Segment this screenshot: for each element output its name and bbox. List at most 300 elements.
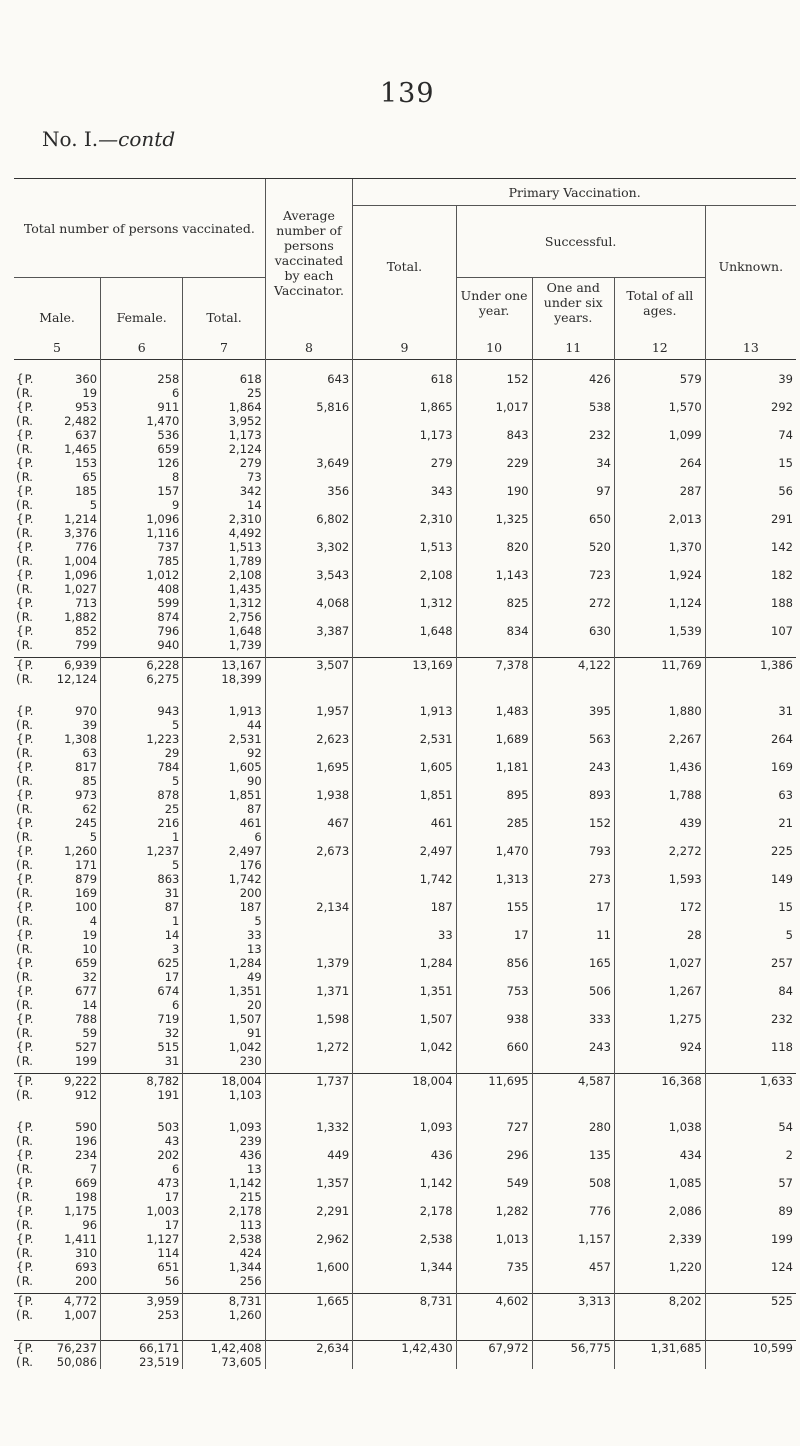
all-ages-value: 1,027 — [614, 956, 705, 971]
male-value: 310 — [75, 1246, 98, 1260]
female-value: 6 — [101, 999, 183, 1012]
row-label — [14, 1148, 46, 1163]
male-value: 1,096 — [64, 568, 98, 582]
row-label — [14, 387, 46, 400]
brace-mark: { — [16, 540, 24, 554]
one-six-blank — [532, 747, 614, 760]
average-value: 4,068 — [265, 596, 353, 611]
average-value: 1,600 — [265, 1260, 353, 1275]
row-label-text: P. — [24, 372, 34, 386]
unknown-blank — [705, 387, 796, 400]
one-six-value: 3,313 — [532, 1294, 614, 1310]
average-blank — [265, 1163, 353, 1176]
spacer-cell — [14, 1322, 46, 1341]
total-value: 2,178 — [183, 1204, 265, 1219]
row-label — [14, 887, 46, 900]
unknown-blank — [705, 999, 796, 1012]
female-value: 943 — [101, 704, 183, 719]
row-label — [14, 1163, 46, 1176]
male-value: 199 — [75, 1054, 98, 1068]
row-label-text: P. — [24, 1341, 34, 1355]
total-value: 424 — [183, 1247, 265, 1260]
female-value: 940 — [101, 639, 183, 652]
brace-mark: { — [16, 400, 24, 414]
row-label-text: P. — [24, 1176, 34, 1190]
average-blank — [265, 1055, 353, 1068]
one-six-value: 232 — [532, 428, 614, 443]
unknown-blank — [705, 1219, 796, 1232]
row-label — [14, 484, 46, 499]
row-label-text: P. — [24, 816, 34, 830]
row-label — [14, 956, 46, 971]
row-label-text: R. — [21, 1054, 33, 1068]
table-row-r — [14, 719, 796, 732]
under-one-blank — [456, 831, 532, 844]
table-row-p — [14, 540, 796, 555]
table-row-p — [14, 428, 796, 443]
row-label-text: P. — [24, 984, 34, 998]
average-value: 1,695 — [265, 760, 353, 775]
male-value: 776 — [75, 540, 98, 554]
female-value: 157 — [101, 484, 183, 499]
spacer-cell — [46, 360, 101, 373]
average-blank — [265, 719, 353, 732]
under-one-value: 1,483 — [456, 704, 532, 719]
average-blank — [265, 943, 353, 956]
under-one-blank — [456, 443, 532, 456]
brace-mark: { — [16, 428, 24, 442]
row-label-text: P. — [24, 1148, 34, 1162]
row-label-text: R. — [21, 526, 33, 540]
male-value: 970 — [75, 704, 98, 718]
table-row-p — [14, 484, 796, 499]
col-num: 13 — [705, 327, 796, 360]
average-value: 1,957 — [265, 704, 353, 719]
spacer-cell — [101, 360, 183, 373]
female-value: 9 — [101, 499, 183, 512]
row-label-text: P. — [24, 1074, 34, 1088]
male-value: 590 — [75, 1120, 98, 1134]
spacer-cell — [183, 686, 265, 704]
average-value: 3,543 — [265, 568, 353, 583]
total-value: 279 — [183, 456, 265, 471]
row-label — [14, 1089, 46, 1102]
average-value: 449 — [265, 1148, 353, 1163]
all-ages-blank — [614, 747, 705, 760]
primary-total-blank — [353, 1163, 456, 1176]
brace-mark: { — [16, 484, 24, 498]
female-value: 258 — [101, 372, 183, 387]
brace-mark: ( — [16, 718, 21, 732]
row-label-text: P. — [24, 900, 34, 914]
total-value: 215 — [183, 1191, 265, 1204]
unknown-blank — [705, 1163, 796, 1176]
all-ages-blank — [614, 387, 705, 400]
male-value: 637 — [75, 428, 98, 442]
header-under-one: Under one year. — [456, 278, 532, 328]
spacer-cell — [265, 1102, 353, 1120]
under-one-blank — [456, 555, 532, 568]
spacer-cell — [456, 360, 532, 373]
total-value: 1,344 — [183, 1260, 265, 1275]
male-value: 185 — [75, 484, 98, 498]
table-row-p — [14, 658, 796, 674]
header-primary: Primary Vaccination. — [353, 179, 796, 206]
average-blank — [265, 1309, 353, 1322]
under-one-value: 825 — [456, 596, 532, 611]
average-value: 1,332 — [265, 1120, 353, 1135]
under-one-value: 152 — [456, 372, 532, 387]
male-value: 85 — [82, 774, 98, 788]
table-heading — [42, 127, 175, 151]
total-value: 49 — [183, 971, 265, 984]
average-value: 3,387 — [265, 624, 353, 639]
brace-mark: ( — [16, 672, 21, 686]
row-label — [14, 512, 46, 527]
table-row-r — [14, 915, 796, 928]
primary-total-value: 2,310 — [353, 512, 456, 527]
primary-total-value: 1,142 — [353, 1176, 456, 1191]
unknown-blank — [705, 443, 796, 456]
total-value: 13 — [183, 1163, 265, 1176]
male-value: 953 — [75, 400, 98, 414]
unknown-blank — [705, 415, 796, 428]
brace-mark: { — [16, 1074, 24, 1088]
row-label-text: P. — [24, 400, 34, 414]
total-value: 1,789 — [183, 555, 265, 568]
table-row-r — [14, 859, 796, 872]
one-six-blank — [532, 583, 614, 596]
brace-mark: ( — [16, 498, 21, 512]
row-label — [14, 1135, 46, 1148]
under-one-value: 1,313 — [456, 872, 532, 887]
under-one-value: 7,378 — [456, 658, 532, 674]
unknown-value: 199 — [705, 1232, 796, 1247]
table-row-r — [14, 1089, 796, 1102]
under-one-value: 1,013 — [456, 1232, 532, 1247]
all-ages-blank — [614, 1247, 705, 1260]
male-value: 4,772 — [46, 1294, 101, 1310]
row-label-text: P. — [24, 844, 34, 858]
female-value: 6 — [101, 1163, 183, 1176]
brace-mark: { — [16, 624, 24, 638]
table-row-r — [14, 887, 796, 900]
male-value: 912 — [75, 1088, 98, 1102]
table-row-p — [14, 1120, 796, 1135]
primary-total-value: 1,312 — [353, 596, 456, 611]
total-value: 1,42,408 — [183, 1341, 265, 1357]
unknown-value: 188 — [705, 596, 796, 611]
one-six-blank — [532, 1219, 614, 1232]
female-value: 536 — [101, 428, 183, 443]
col-num: 6 — [101, 327, 183, 360]
primary-total-value: 1,648 — [353, 624, 456, 639]
row-label-text: R. — [21, 1355, 33, 1369]
total-value: 1,864 — [183, 400, 265, 415]
total-value: 2,531 — [183, 732, 265, 747]
row-label-text: R. — [21, 1026, 33, 1040]
one-six-blank — [532, 639, 614, 652]
unknown-value: 54 — [705, 1120, 796, 1135]
spacer-cell — [265, 1322, 353, 1341]
row-label-text: R. — [21, 942, 33, 956]
primary-total-value: 1,344 — [353, 1260, 456, 1275]
male-value: 196 — [75, 1134, 98, 1148]
brace-mark: ( — [16, 942, 21, 956]
average-value: 2,623 — [265, 732, 353, 747]
table-row-p — [14, 928, 796, 943]
total-value: 1,648 — [183, 624, 265, 639]
female-value: 784 — [101, 760, 183, 775]
unknown-value: 74 — [705, 428, 796, 443]
male-value: 19 — [82, 928, 98, 942]
row-label-text: R. — [21, 1088, 33, 1102]
primary-total-value: 279 — [353, 456, 456, 471]
under-one-value: 4,602 — [456, 1294, 532, 1310]
all-ages-value: 287 — [614, 484, 705, 499]
brace-mark: { — [16, 1148, 24, 1162]
under-one-blank — [456, 775, 532, 788]
table-row-r — [14, 971, 796, 984]
one-six-blank — [532, 775, 614, 788]
unknown-value: 21 — [705, 816, 796, 831]
female-value: 23,519 — [101, 1356, 183, 1369]
unknown-blank — [705, 775, 796, 788]
row-label — [14, 499, 46, 512]
row-label — [14, 775, 46, 788]
primary-total-value: 1,513 — [353, 540, 456, 555]
male-value: 171 — [75, 858, 98, 872]
header-one-six: One and under six years. — [532, 278, 614, 328]
table-row-p — [14, 1176, 796, 1191]
primary-total-blank — [353, 583, 456, 596]
under-one-value: 895 — [456, 788, 532, 803]
row-label-text: R. — [21, 774, 33, 788]
average-blank — [265, 1135, 353, 1148]
total-value: 14 — [183, 499, 265, 512]
one-six-blank — [532, 499, 614, 512]
spacer-cell — [456, 1322, 532, 1341]
primary-total-value: 1,173 — [353, 428, 456, 443]
row-label-text: R. — [21, 746, 33, 760]
row-label-text: P. — [24, 596, 34, 610]
all-ages-value: 1,038 — [614, 1120, 705, 1135]
one-six-value: 243 — [532, 1040, 614, 1055]
spacer-cell — [183, 1322, 265, 1341]
col-num: 11 — [532, 327, 614, 360]
under-one-blank — [456, 747, 532, 760]
all-ages-value: 1,124 — [614, 596, 705, 611]
under-one-value: 727 — [456, 1120, 532, 1135]
brace-mark: ( — [16, 610, 21, 624]
row-label — [14, 596, 46, 611]
female-value: 719 — [101, 1012, 183, 1027]
one-six-blank — [532, 859, 614, 872]
total-value: 342 — [183, 484, 265, 499]
row-label — [14, 540, 46, 555]
one-six-value: 650 — [532, 512, 614, 527]
row-label — [14, 915, 46, 928]
under-one-value: 1,325 — [456, 512, 532, 527]
all-ages-value: 1,924 — [614, 568, 705, 583]
row-label-text: P. — [24, 1232, 34, 1246]
primary-total-value: 8,731 — [353, 1294, 456, 1310]
unknown-blank — [705, 1275, 796, 1288]
average-blank — [265, 1027, 353, 1040]
brace-mark: { — [16, 928, 24, 942]
total-value: 2,756 — [183, 611, 265, 624]
male-value: 200 — [75, 1274, 98, 1288]
unknown-blank — [705, 499, 796, 512]
header-average: Average number of persons vaccinated by each Vaccinator. — [265, 179, 353, 328]
primary-total-value: 1,093 — [353, 1120, 456, 1135]
unknown-blank — [705, 471, 796, 484]
table-row-r — [14, 1135, 796, 1148]
total-value: 18,399 — [183, 673, 265, 686]
unknown-blank — [705, 1089, 796, 1102]
average-value: 6,802 — [265, 512, 353, 527]
primary-total-blank — [353, 527, 456, 540]
unknown-blank — [705, 527, 796, 540]
primary-total-blank — [353, 1055, 456, 1068]
primary-total-blank — [353, 719, 456, 732]
primary-total-blank — [353, 1191, 456, 1204]
brace-mark: { — [16, 844, 24, 858]
row-label-text: P. — [24, 1294, 34, 1308]
under-one-blank — [456, 1219, 532, 1232]
all-ages-value: 434 — [614, 1148, 705, 1163]
female-value: 56 — [101, 1275, 183, 1288]
heading-number: No. I. — [42, 127, 99, 151]
brace-mark: ( — [16, 746, 21, 760]
male-value: 14 — [82, 998, 98, 1012]
all-ages-blank — [614, 859, 705, 872]
total-value: 1,742 — [183, 872, 265, 887]
spacer-cell — [353, 360, 456, 373]
primary-total-blank — [353, 639, 456, 652]
average-blank — [265, 859, 353, 872]
under-one-blank — [456, 915, 532, 928]
spacer-cell — [353, 686, 456, 704]
one-six-blank — [532, 1135, 614, 1148]
table-row-r — [14, 1247, 796, 1260]
brace-mark: { — [16, 596, 24, 610]
primary-total-blank — [353, 915, 456, 928]
total-value: 2,108 — [183, 568, 265, 583]
one-six-blank — [532, 1309, 614, 1322]
female-value: 216 — [101, 816, 183, 831]
female-value: 29 — [101, 747, 183, 760]
row-label-text: P. — [24, 732, 34, 746]
under-one-blank — [456, 719, 532, 732]
table-row-p — [14, 984, 796, 999]
table-row-p — [14, 1204, 796, 1219]
table-row-r — [14, 611, 796, 624]
all-ages-blank — [614, 887, 705, 900]
unknown-value: 31 — [705, 704, 796, 719]
male-value: 10 — [82, 942, 98, 956]
under-one-blank — [456, 1356, 532, 1369]
header-all-ages: Total of all ages. — [614, 278, 705, 328]
row-label-text: P. — [24, 1012, 34, 1026]
row-label — [14, 872, 46, 887]
brace-mark: { — [16, 1204, 24, 1218]
row-label-text: P. — [24, 658, 34, 672]
table-row-r — [14, 527, 796, 540]
brace-mark: ( — [16, 830, 21, 844]
one-six-blank — [532, 555, 614, 568]
female-value: 31 — [101, 1055, 183, 1068]
total-value: 91 — [183, 1027, 265, 1040]
row-label-text: P. — [24, 872, 34, 886]
male-value: 879 — [75, 872, 98, 886]
row-label-text: R. — [21, 802, 33, 816]
male-value: 39 — [82, 718, 98, 732]
female-value: 1,012 — [101, 568, 183, 583]
row-label-text: R. — [21, 442, 33, 456]
row-label-text: R. — [21, 970, 33, 984]
under-one-value: 549 — [456, 1176, 532, 1191]
one-six-blank — [532, 611, 614, 624]
table-row-p — [14, 956, 796, 971]
row-label — [14, 928, 46, 943]
female-value: 1,096 — [101, 512, 183, 527]
brace-mark: ( — [16, 526, 21, 540]
row-label — [14, 1356, 46, 1369]
all-ages-value: 1,880 — [614, 704, 705, 719]
unknown-blank — [705, 1135, 796, 1148]
under-one-value: 1,181 — [456, 760, 532, 775]
table-row-r — [14, 1309, 796, 1322]
one-six-value: 520 — [532, 540, 614, 555]
spacer-row — [14, 686, 796, 704]
total-value: 176 — [183, 859, 265, 872]
table-row-p — [14, 624, 796, 639]
primary-total-blank — [353, 611, 456, 624]
female-value: 66,171 — [101, 1341, 183, 1357]
one-six-value: 56,775 — [532, 1341, 614, 1357]
total-value: 18,004 — [183, 1074, 265, 1090]
header-successful: Successful. — [456, 206, 705, 278]
one-six-value: 630 — [532, 624, 614, 639]
primary-total-blank — [353, 1027, 456, 1040]
under-one-blank — [456, 803, 532, 816]
unknown-value: 525 — [705, 1294, 796, 1310]
brace-mark: ( — [16, 638, 21, 652]
brace-mark: ( — [16, 858, 21, 872]
male-value: 817 — [75, 760, 98, 774]
brace-mark: { — [16, 512, 24, 526]
primary-total-blank — [353, 1089, 456, 1102]
male-value: 1,214 — [64, 512, 98, 526]
table-row-r — [14, 1356, 796, 1369]
primary-total-value: 1,42,430 — [353, 1341, 456, 1357]
female-value: 1,223 — [101, 732, 183, 747]
male-value: 76,237 — [46, 1341, 101, 1357]
female-value: 43 — [101, 1135, 183, 1148]
table-row-r — [14, 831, 796, 844]
male-value: 65 — [82, 470, 98, 484]
female-value: 473 — [101, 1176, 183, 1191]
female-value: 5 — [101, 859, 183, 872]
row-label-text: R. — [21, 914, 33, 928]
under-one-value: 660 — [456, 1040, 532, 1055]
female-value: 863 — [101, 872, 183, 887]
unknown-value: 169 — [705, 760, 796, 775]
unknown-blank — [705, 555, 796, 568]
row-label — [14, 639, 46, 652]
row-label-text: R. — [21, 830, 33, 844]
